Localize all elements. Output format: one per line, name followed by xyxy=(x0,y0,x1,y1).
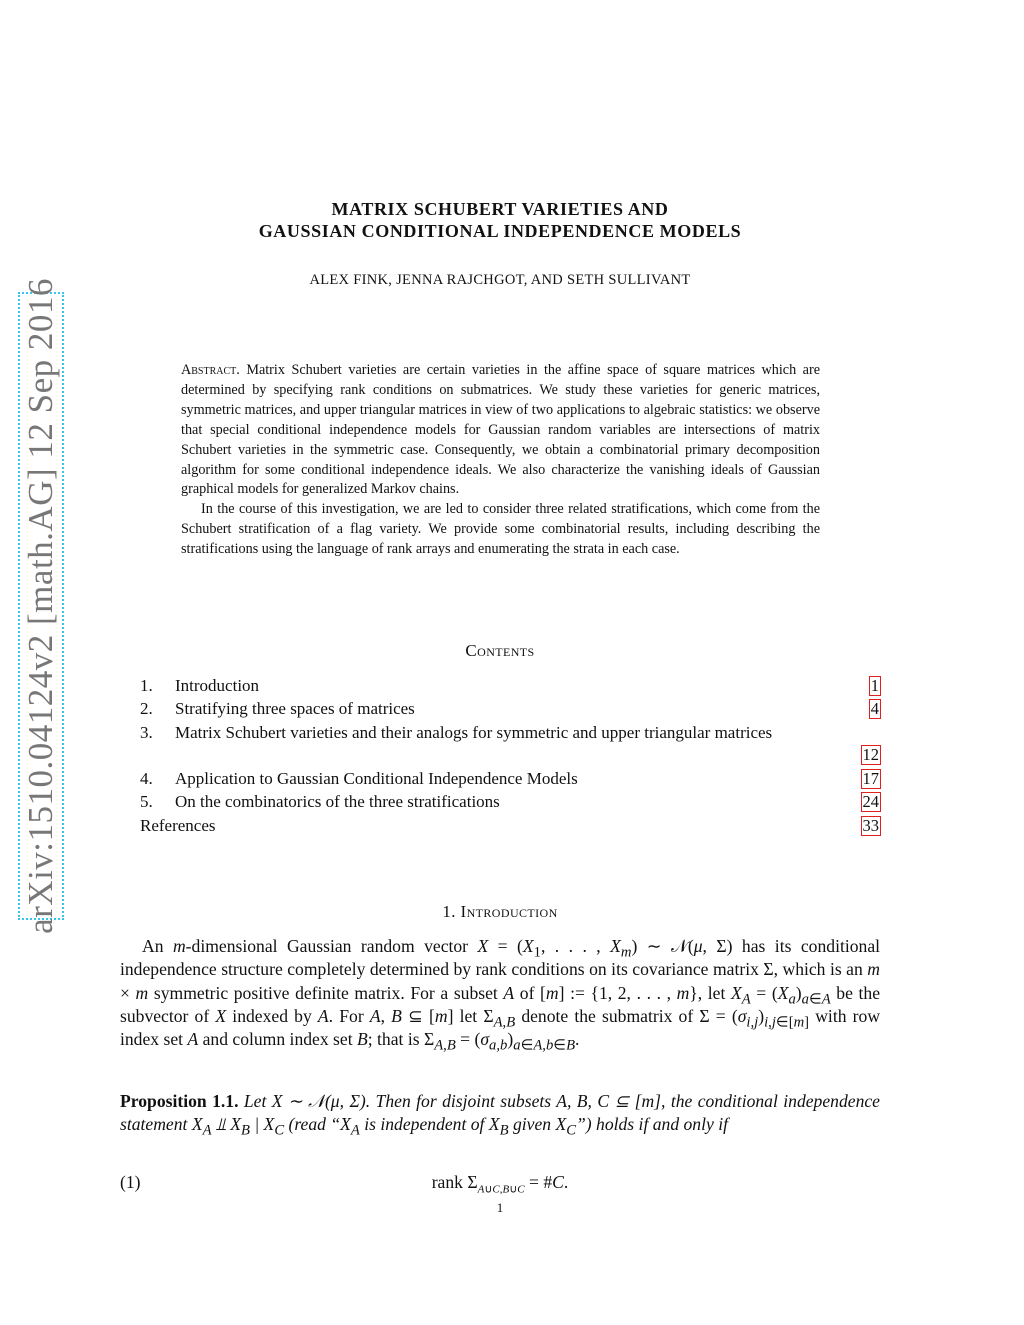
toc-entry-number: 2. xyxy=(140,699,153,719)
toc-page-link[interactable]: 1 xyxy=(870,676,879,695)
section-number: 1. xyxy=(442,902,456,921)
toc-entry-label: Matrix Schubert varieties and their analogs for symmetric and upper triangular matrices xyxy=(175,722,773,742)
introduction-text: An m-dimensional Gaussian random vector $X = (X_1$, . . . , $X_m$) ∼ 𝒩(μ, Σ) has its conditional independence structure completely determined by rank conditions on its covariance matrix Σ, which is an m × m symmetric positive definite matrix. For a subset A of [m] := {1, 2, . . . , m}, let $X_A = (X_a)_{a\in A}$ be the subvector of X indexed by A. For A, B ⊆ [m] let $\Sigma_{A,B}$ denote the submatrix of $\Sigma = (\sigma_{i,j})_{i,j\in[m]}$ with row index set A and column index set B; that is $\Sigma_{A,B} = (\sigma_{a,b})_{a\in A,b\in B}$. xyxy=(120,936,881,1054)
toc-entry-label: Application to Gaussian Conditional Independence Models xyxy=(175,769,578,789)
toc-entry-number: 1. xyxy=(140,676,153,695)
abstract-heading: Abstract. xyxy=(181,362,240,378)
toc-entry[interactable] xyxy=(140,697,881,720)
equation-body: rank $\Sigma_{A\cup C,B\cup C}$ = #C. xyxy=(431,1172,569,1196)
abstract xyxy=(181,361,820,560)
abstract-text-1: Matrix Schubert varieties are certain varieties in the affine space of square matrices which are determined by specifying rank conditions on submatrices. We study these varieties for generic matrices, symmetric matrices, and upper triangular matrices in view of two applications to algebraic statistics: we observe that special conditional independence models for Gaussian random variables are intersections of matrix Schubert varieties in the symmetric case. Consequently, we obtain a combinatorial primary decomposition algorithm for some conditional independence ideals. We also characterize the vanishing ideals of Gaussian graphical models for generalized Markov chains. xyxy=(181,362,821,498)
toc-page-link[interactable]: 12 xyxy=(862,745,879,765)
introduction-paragraph xyxy=(120,935,881,1054)
toc-entry-number: 5. xyxy=(140,792,153,812)
toc-entry-number: 4. xyxy=(140,769,153,789)
section-title: Introduction xyxy=(460,902,558,921)
equation-1 xyxy=(120,1172,880,1196)
contents-heading: Contents xyxy=(465,641,535,660)
toc-entry-label: References xyxy=(140,815,216,835)
abstract-paragraph-1 xyxy=(181,361,820,500)
proposition-label: Proposition 1.1. xyxy=(120,1091,239,1111)
equation-number: (1) xyxy=(120,1172,141,1192)
paper-title-line-1: MATRIX SCHUBERT VARIETIES AND xyxy=(331,199,669,219)
section-heading xyxy=(120,902,880,922)
toc-page-link[interactable]: 24 xyxy=(862,792,879,812)
toc-page-link[interactable]: 17 xyxy=(862,769,879,789)
page-number: 1 xyxy=(496,1200,504,1215)
toc-entry-number: 3. xyxy=(140,722,153,742)
toc-entry-label: Stratifying three spaces of matrices xyxy=(175,699,415,719)
abstract-paragraph-2: In the course of this investigation, we are led to consider three related stratifications, which come from the Schubert stratification of a flag variety. We provide some combinatorial results, including describing the stratifications using the language of rank arrays and enumerating the strata in each case. xyxy=(181,501,820,558)
toc-page-link[interactable]: 33 xyxy=(862,815,879,835)
paper-authors: ALEX FINK, JENNA RAJCHGOT, AND SETH SULLIVANT xyxy=(309,272,691,288)
toc-entry[interactable] xyxy=(140,814,881,837)
arxiv-stamp[interactable] xyxy=(18,278,64,934)
toc-entry[interactable] xyxy=(140,767,881,790)
paper-title-line-2: GAUSSIAN CONDITIONAL INDEPENDENCE MODELS xyxy=(258,221,742,241)
arxiv-identifier: arXiv:1510.04124v2 [math.AG] 12 Sep 2016 xyxy=(21,278,61,934)
toc-entry-label: Introduction xyxy=(175,676,260,695)
toc-entry[interactable] xyxy=(140,674,881,697)
table-of-contents xyxy=(140,674,881,837)
toc-page-link[interactable]: 4 xyxy=(870,699,879,719)
proposition: Proposition 1.1. Let X ∼ 𝒩(μ, Σ). Then for disjoint subsets A, B, C ⊆ [m], the conditional independence statement $X_A$ ⫫ $X_B$ | $X_C$ (read “$X_A$ is independent of $X_B$ given $X_C$”) holds if and only if xyxy=(120,1091,880,1139)
toc-entry[interactable] xyxy=(140,721,881,768)
toc-entry[interactable] xyxy=(140,790,881,813)
toc-entry-label: On the combinatorics of the three stratifications xyxy=(175,792,500,812)
